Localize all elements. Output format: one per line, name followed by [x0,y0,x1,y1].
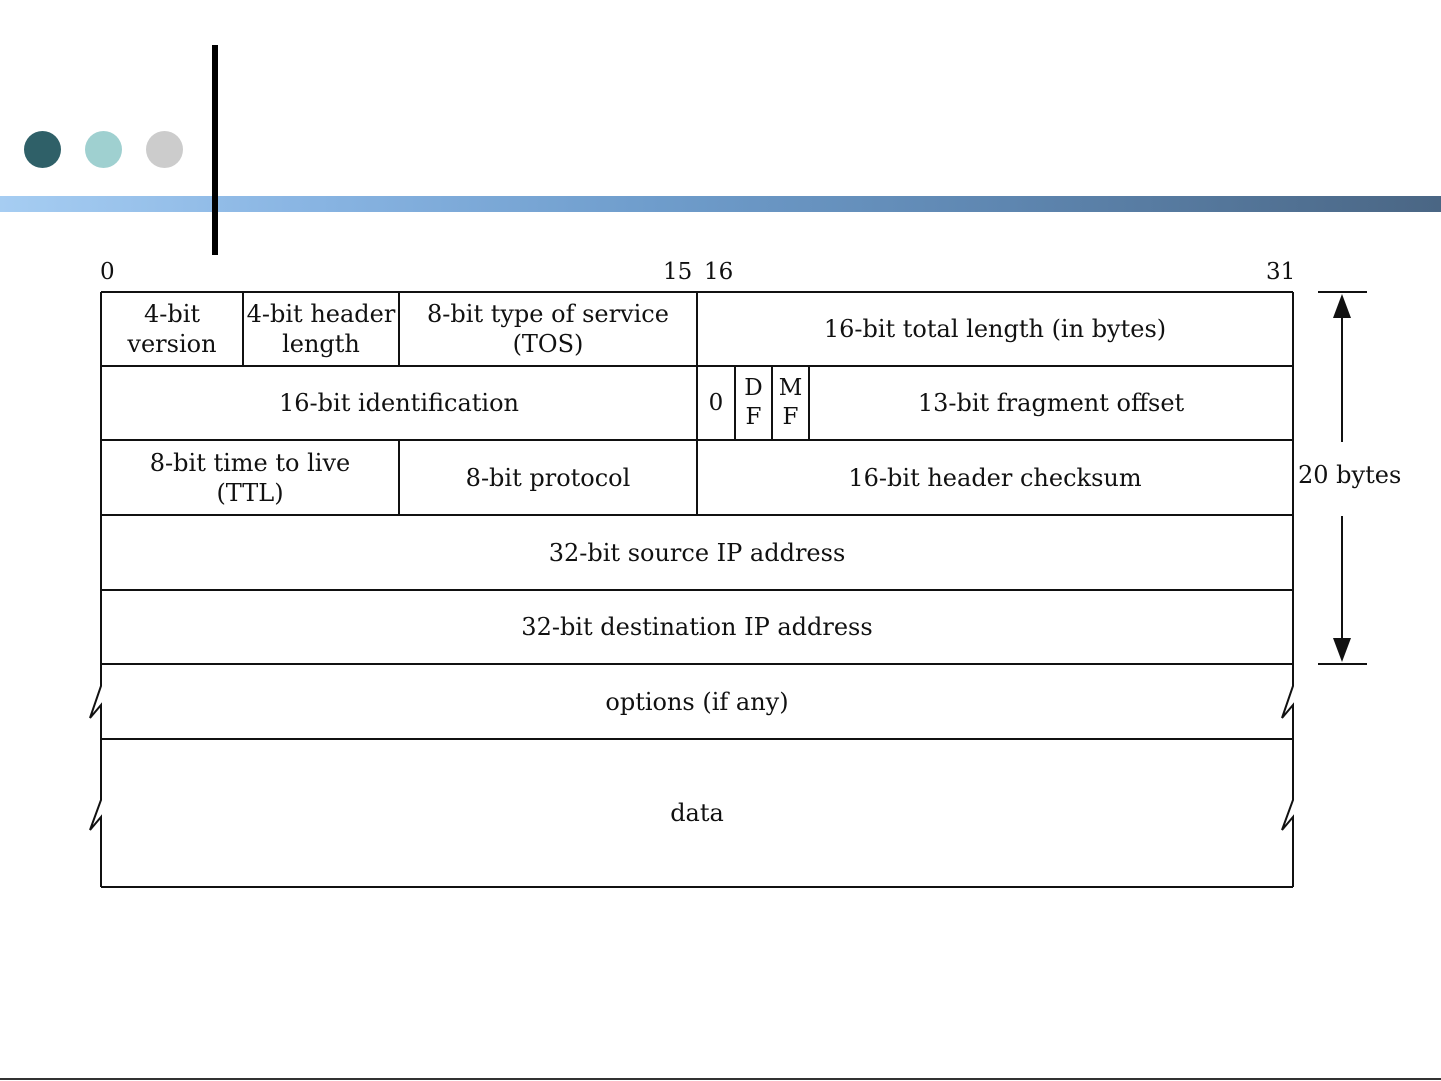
bit-label-0: 0 [100,259,115,285]
field-tos [399,292,697,366]
flag-df-label: D F [744,375,763,430]
field-total-length [697,292,1293,366]
flag-reserved-zero-label: 0 [708,389,724,416]
field-version-label: 4-bit version [127,300,217,358]
field-source-ip [101,515,1293,590]
template-footer-line [0,1078,1441,1080]
field-source-ip-label: 32-bit source IP address [548,538,846,567]
bit-label-15: 15 [663,259,693,285]
field-version [101,292,243,366]
field-header-length [243,292,399,366]
field-fragment-offset [809,366,1293,440]
field-identification-label: 16-bit identification [279,389,519,417]
field-ttl [101,440,399,515]
field-fragment-offset-label: 13-bit fragment offset [917,389,1185,417]
field-data-label: data [670,799,724,827]
field-tos-label: 8-bit type of service (TOS) [427,300,669,358]
field-options-label: options (if any) [605,687,789,716]
bit-label-16: 16 [704,259,734,285]
field-header-checksum [697,440,1293,515]
field-protocol-label: 8-bit protocol [465,463,631,492]
flag-reserved-zero [697,366,735,440]
header-size-label: 20 bytes [1298,461,1402,489]
flag-mf-label: M F [778,375,803,430]
field-destination-ip [101,590,1293,664]
field-identification [101,366,697,440]
field-options [101,664,1293,739]
field-header-checksum-label: 16-bit header checksum [848,463,1142,492]
field-destination-ip-label: 32-bit destination IP address [521,613,873,641]
field-total-length-label: 16-bit total length (in bytes) [823,315,1167,343]
field-header-length-label: 4-bit header length [246,300,396,358]
field-data [101,739,1293,887]
field-protocol [399,440,697,515]
field-ttl-label: 8-bit time to live (TTL) [149,448,351,507]
flag-df [735,366,772,440]
bit-label-31: 31 [1266,259,1296,285]
flag-mf [772,366,809,440]
